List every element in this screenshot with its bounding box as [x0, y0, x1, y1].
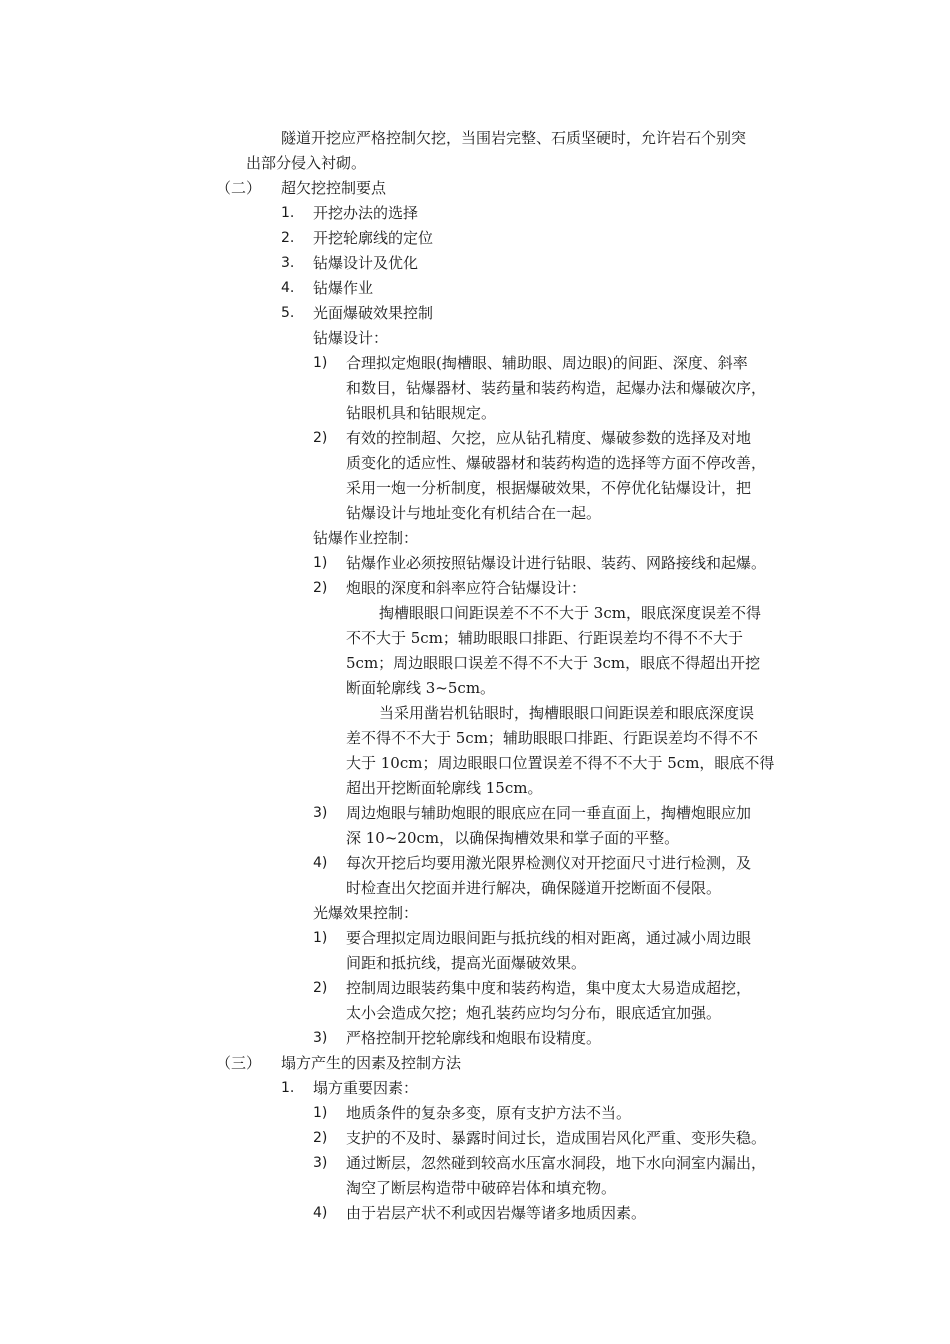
list-item-line: 控制周边眼装药集中度和装药构造，集中度太大易造成超挖， [346, 979, 752, 997]
subheading: 钻爆设计： [313, 329, 389, 347]
list-number: 4) [313, 855, 328, 871]
list-number: 2. [281, 230, 295, 246]
section-number: （三） [216, 1054, 262, 1072]
list-item-line: 间距和抵抗线，提高光面爆破效果。 [346, 954, 587, 972]
intro-line-2: 出部分侵入衬砌。 [246, 154, 367, 172]
paragraph-line: 超出开挖断面轮廓线 15cm。 [346, 779, 543, 797]
list-number: 1) [313, 355, 328, 371]
paragraph-line: 断面轮廓线 3~5cm。 [346, 679, 496, 697]
paragraph-line: 掏槽眼眼口间距误差不不不大于 3cm，眼底深度误差不得 [379, 604, 761, 622]
list-number: 3) [313, 805, 328, 821]
list-item-line: 太小会造成欠挖；炮孔装药应均匀分布，眼底适宜加强。 [346, 1004, 722, 1022]
list-item: 开挖轮廓线的定位 [313, 229, 434, 247]
list-item: 钻爆作业 [313, 279, 374, 297]
list-item-line: 通过断层，忽然碰到较高水压富水洞段，地下水向洞室内漏出， [346, 1154, 767, 1172]
list-item-line: 质变化的适应性、爆破器材和装药构造的选择等方面不停改善， [346, 454, 767, 472]
list-item-line: 淘空了断层构造带中破碎岩体和填充物。 [346, 1179, 617, 1197]
paragraph-line: 差不得不不大于 5cm；辅助眼眼口排距、行距误差均不得不不 [346, 729, 758, 747]
paragraph-line: 5cm；周边眼眼口误差不得不不大于 3cm，眼底不得超出开挖 [346, 654, 761, 672]
subheading: 光爆效果控制： [313, 904, 419, 922]
list-item-line: 合理拟定炮眼(掏槽眼、辅助眼、周边眼)的间距、深度、斜率 [346, 354, 748, 372]
list-number: 1. [281, 205, 295, 221]
list-number: 3. [281, 255, 295, 271]
list-item-line: 每次开挖后均要用激光限界检测仪对开挖面尺寸进行检测，及 [346, 854, 752, 872]
list-item-line: 严格控制开挖轮廓线和炮眼布设精度。 [346, 1029, 602, 1047]
list-item-line: 要合理拟定周边眼间距与抵抗线的相对距离，通过减小周边眼 [346, 929, 752, 947]
list-number: 2) [313, 1130, 328, 1146]
list-number: 4) [313, 1205, 328, 1221]
list-item: 光面爆破效果控制 [313, 304, 434, 322]
subheading: 钻爆作业控制： [313, 529, 419, 547]
list-item-line: 周边炮眼与辅助炮眼的眼底应在同一垂直面上，掏槽炮眼应加 [346, 804, 752, 822]
section-title: 超欠挖控制要点 [281, 179, 387, 197]
list-number: 5. [281, 305, 295, 321]
list-number: 2) [313, 980, 328, 996]
list-number: 1) [313, 930, 328, 946]
list-item-line: 和数目，钻爆器材、装药量和装药构造，起爆办法和爆破次序， [346, 379, 767, 397]
section-number: （二） [216, 179, 262, 197]
list-number: 1. [281, 1080, 295, 1096]
list-item-line: 由于岩层产状不利或因岩爆等诸多地质因素。 [346, 1204, 647, 1222]
list-item-line: 钻眼机具和钻眼规定。 [346, 404, 497, 422]
list-item-line: 有效的控制超、欠挖，应从钻孔精度、爆破参数的选择及对地 [346, 429, 752, 447]
paragraph-line: 大于 10cm；周边眼眼口位置误差不得不不大于 5cm，眼底不得 [346, 754, 775, 772]
list-number: 1) [313, 1105, 328, 1121]
list-item-line: 地质条件的复杂多变，原有支护方法不当。 [346, 1104, 632, 1122]
list-number: 2) [313, 580, 328, 596]
section-title: 塌方产生的因素及控制方法 [281, 1054, 462, 1072]
list-item-line: 深 10~20cm，以确保掏槽效果和掌子面的平整。 [346, 829, 680, 847]
list-item-line: 采用一炮一分析制度，根据爆破效果，不停优化钻爆设计，把 [346, 479, 752, 497]
list-item-line: 钻爆作业必须按照钻爆设计进行钻眼、装药、网路接线和起爆。 [346, 554, 767, 572]
list-item-line: 时检查出欠挖面并进行解决，确保隧道开挖断面不侵限。 [346, 879, 722, 897]
list-number: 2) [313, 430, 328, 446]
list-item-line: 支护的不及时、暴露时间过长，造成围岩风化严重、变形失稳。 [346, 1129, 767, 1147]
list-item: 塌方重要因素： [313, 1079, 419, 1097]
list-number: 3) [313, 1030, 328, 1046]
list-item-line: 钻爆设计与地址变化有机结合在一起。 [346, 504, 602, 522]
paragraph-line: 不不大于 5cm；辅助眼眼口排距、行距误差均不得不不大于 [346, 629, 743, 647]
paragraph-line: 当采用凿岩机钻眼时，掏槽眼眼口间距误差和眼底深度误 [379, 704, 755, 722]
list-item-line: 炮眼的深度和斜率应符合钻爆设计： [346, 579, 587, 597]
list-item: 开挖办法的选择 [313, 204, 419, 222]
list-number: 4. [281, 280, 295, 296]
list-number: 1) [313, 555, 328, 571]
list-item: 钻爆设计及优化 [313, 254, 419, 272]
list-number: 3) [313, 1155, 328, 1171]
intro-line-1: 隧道开挖应严格控制欠挖，当围岩完整、石质坚硬时，允许岩石个别突 [281, 129, 747, 147]
